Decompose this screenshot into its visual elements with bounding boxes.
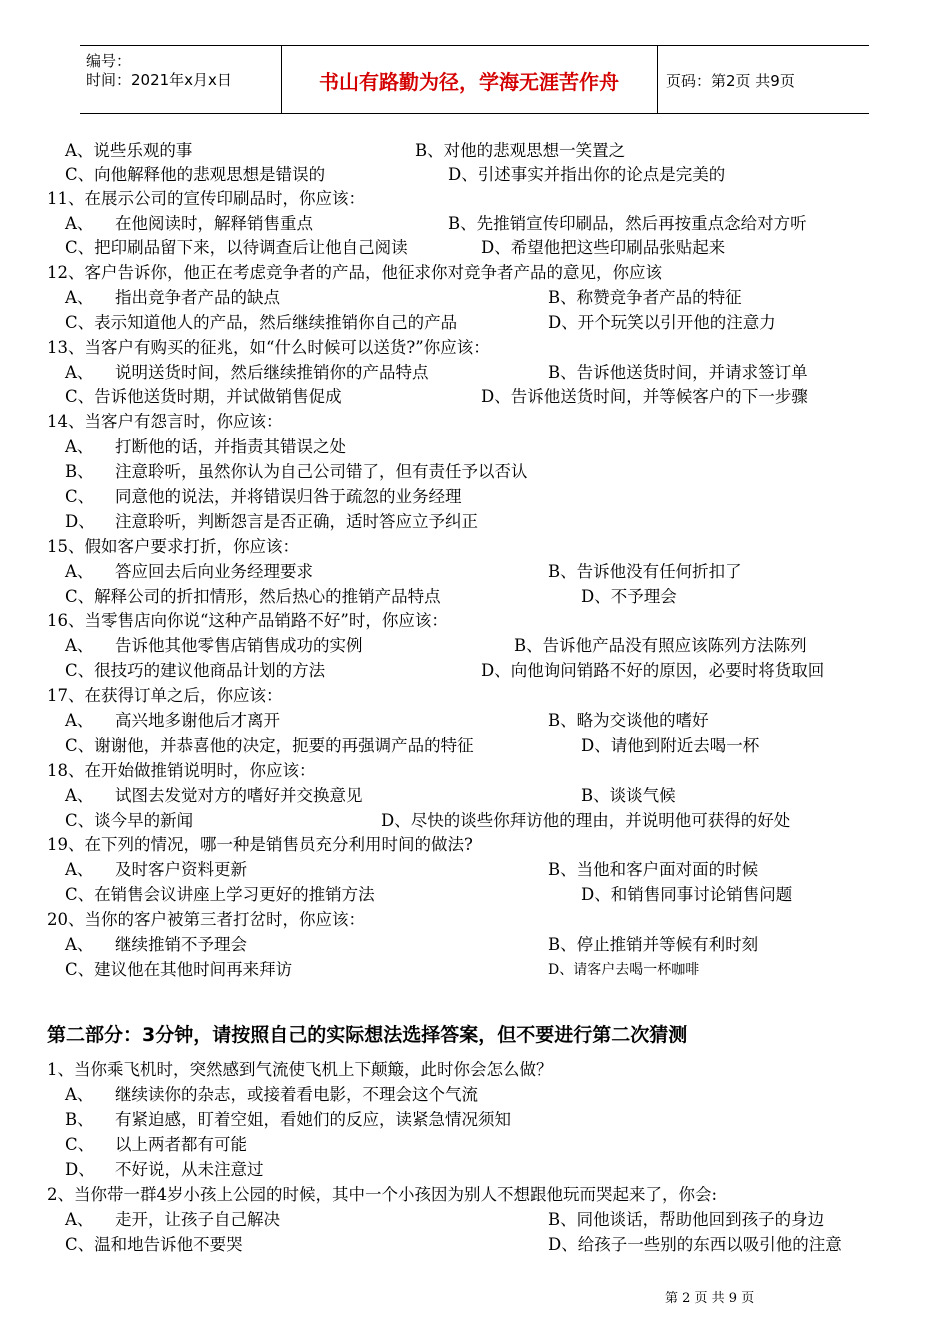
doc-time-label: 时间：2021年x月x日 xyxy=(86,71,232,89)
text-line: C、 xyxy=(65,487,95,506)
text-line: B、告诉他送货时间，并请求签订单 xyxy=(548,363,808,382)
text-line: D、尽快的谈些你拜访他的理由，并说明他可获得的好处 xyxy=(381,811,791,830)
text-line: D、开个玩笑以引开他的注意力 xyxy=(548,313,776,332)
text-line: D、 xyxy=(65,512,95,531)
text-line: C、谈今早的新闻 xyxy=(65,811,194,830)
text-line: C、表示知道他人的产品，然后继续推销你自己的产品 xyxy=(65,313,458,332)
text-line: 以上两者都有可能 xyxy=(115,1135,247,1154)
text-line: 注意聆听，虽然你认为自己公司错了，但有责任予以否认 xyxy=(115,462,528,481)
text-line: 打断他的话，并指责其错误之处 xyxy=(115,437,346,456)
text-line: B、称赞竞争者产品的特征 xyxy=(548,288,742,307)
text-line: 18、在开始做推销说明时，你应该： xyxy=(47,761,316,780)
text-line: D、请客户去喝一杯咖啡 xyxy=(548,962,700,978)
text-line: 指出竞争者产品的缺点 xyxy=(115,288,280,307)
page-header xyxy=(80,45,869,114)
text-line: 12、客户告诉你，他正在考虑竞争者的产品，他征求你对竞争者产品的意见，你应该 xyxy=(47,263,662,282)
text-line: 继续读你的杂志，或接着看电影，不理会这个气流 xyxy=(115,1085,478,1104)
text-line: D、 xyxy=(65,1160,95,1179)
text-line: B、 xyxy=(65,1110,94,1129)
text-line: 20、当你的客户被第三者打岔时，你应该： xyxy=(47,910,365,929)
text-line: D、给孩子一些别的东西以吸引他的注意 xyxy=(548,1235,842,1254)
text-line: D、不予理会 xyxy=(581,587,677,606)
text-line: 告诉他其他零售店销售成功的实例 xyxy=(115,636,363,655)
text-line: 19、在下列的情况，哪一种是销售员充分利用时间的做法? xyxy=(47,835,473,854)
text-line: 1、当你乘飞机时，突然感到气流使飞机上下颠簸，此时你会怎么做？ xyxy=(47,1060,553,1079)
text-line: A、 xyxy=(65,1085,94,1104)
text-line: A、 xyxy=(65,636,94,655)
text-line: D、告诉他送货时间，并等候客户的下一步骤 xyxy=(481,387,808,406)
text-line: B、对他的悲观思想一笑置之 xyxy=(415,141,626,160)
text-line: A、 xyxy=(65,860,94,879)
text-line: 同意他的说法，并将错误归咎于疏忽的业务经理 xyxy=(115,487,462,506)
text-line: A、 xyxy=(65,786,94,805)
text-line: A、 xyxy=(65,711,94,730)
text-line: 17、在获得订单之后，你应该： xyxy=(47,686,283,705)
text-line: A、 xyxy=(65,935,94,954)
text-line: 在他阅读时，解释销售重点 xyxy=(115,214,313,233)
text-line: 答应回去后向业务经理要求 xyxy=(115,562,313,581)
header-divider xyxy=(657,46,658,113)
text-line: 继续推销不予理会 xyxy=(115,935,247,954)
text-line: D、希望他把这些印刷品张贴起来 xyxy=(481,238,726,257)
header-page-info: 页码：第2页 共9页 xyxy=(666,72,795,90)
text-line: 13、当客户有购买的征兆，如“什么时候可以送货?”你应该： xyxy=(47,338,490,357)
text-line: C、很技巧的建议他商品计划的方法 xyxy=(65,661,326,680)
text-line: 高兴地多谢他后才离开 xyxy=(115,711,280,730)
text-line: 16、当零售店向你说“这种产品销路不好”时，你应该： xyxy=(47,611,448,630)
text-line: D、请他到附近去喝一杯 xyxy=(581,736,760,755)
text-line: B、先推销宣传印刷品，然后再按重点念给对方听 xyxy=(448,214,807,233)
text-line: B、告诉他没有任何折扣了 xyxy=(548,562,742,581)
text-line: A、 xyxy=(65,562,94,581)
text-line: C、在销售会议讲座上学习更好的推销方法 xyxy=(65,885,375,904)
text-line: A、说些乐观的事 xyxy=(65,141,193,160)
text-line: B、停止推销并等候有利时刻 xyxy=(548,935,759,954)
text-line: 有紧迫感，盯着空姐，看她们的反应，读紧急情况须知 xyxy=(115,1110,511,1129)
text-line: C、告诉他送货时期，并试做销售促成 xyxy=(65,387,342,406)
text-line: 注意聆听，判断怨言是否正确，适时答应立予纠正 xyxy=(115,512,478,531)
text-line: 2、当你带一群4岁小孩上公园的时候，其中一个小孩因为别人不想跟他玩而哭起来了，你会: xyxy=(47,1185,718,1204)
text-line: 不好说，从未注意过 xyxy=(115,1160,264,1179)
header-meta xyxy=(86,52,232,90)
text-line: C、 xyxy=(65,1135,95,1154)
text-line: A、 xyxy=(65,1210,94,1229)
text-line: C、解释公司的折扣情形，然后热心的推销产品特点 xyxy=(65,587,441,606)
text-line: C、温和地告诉他不要哭 xyxy=(65,1235,243,1254)
text-line: A、 xyxy=(65,363,94,382)
text-line: D、和销售同事讨论销售问题 xyxy=(581,885,793,904)
text-line: 说明送货时间，然后继续推销你的产品特点 xyxy=(115,363,429,382)
page-footer: 第 2 页 共 9 页 xyxy=(665,1291,755,1306)
text-line: B、告诉他产品没有照应该陈列方法陈列 xyxy=(514,636,807,655)
text-line: B、谈谈气候 xyxy=(581,786,676,805)
text-line: C、向他解释他的悲观思想是错误的 xyxy=(65,165,326,184)
text-line: A、 xyxy=(65,437,94,456)
text-line: C、把印刷品留下来，以待调查后让他自己阅读 xyxy=(65,238,408,257)
header-divider xyxy=(281,46,282,113)
text-line: 走开，让孩子自己解决 xyxy=(115,1210,280,1229)
text-line: D、向他询问销路不好的原因，必要时将货取回 xyxy=(481,661,825,680)
text-line: 11、在展示公司的宣传印刷品时，你应该： xyxy=(47,189,365,208)
text-line: 15、假如客户要求打折，你应该： xyxy=(47,537,299,556)
text-line: B、当他和客户面对面的时候 xyxy=(548,860,759,879)
section-title: 第二部分：3分钟，请按照自己的实际想法选择答案，但不要进行第二次猜测 xyxy=(47,1024,688,1046)
text-line: C、建议他在其他时间再来拜访 xyxy=(65,960,293,979)
header-motto: 书山有路勤为径，学海无涯苦作舟 xyxy=(319,70,619,94)
text-line: A、 xyxy=(65,214,94,233)
text-line: A、 xyxy=(65,288,94,307)
text-line: B、 xyxy=(65,462,94,481)
text-line: 14、当客户有怨言时，你应该： xyxy=(47,412,283,431)
text-line: 试图去发觉对方的嗜好并交换意见 xyxy=(115,786,363,805)
text-line: B、同他谈话，帮助他回到孩子的身边 xyxy=(548,1210,825,1229)
text-line: 及时客户资料更新 xyxy=(115,860,247,879)
text-line: D、引述事实并指出你的论点是完美的 xyxy=(448,165,726,184)
text-line: C、谢谢他，并恭喜他的决定，扼要的再强调产品的特征 xyxy=(65,736,474,755)
doc-number-label: 编号： xyxy=(86,52,132,70)
text-line: B、略为交谈他的嗜好 xyxy=(548,711,709,730)
